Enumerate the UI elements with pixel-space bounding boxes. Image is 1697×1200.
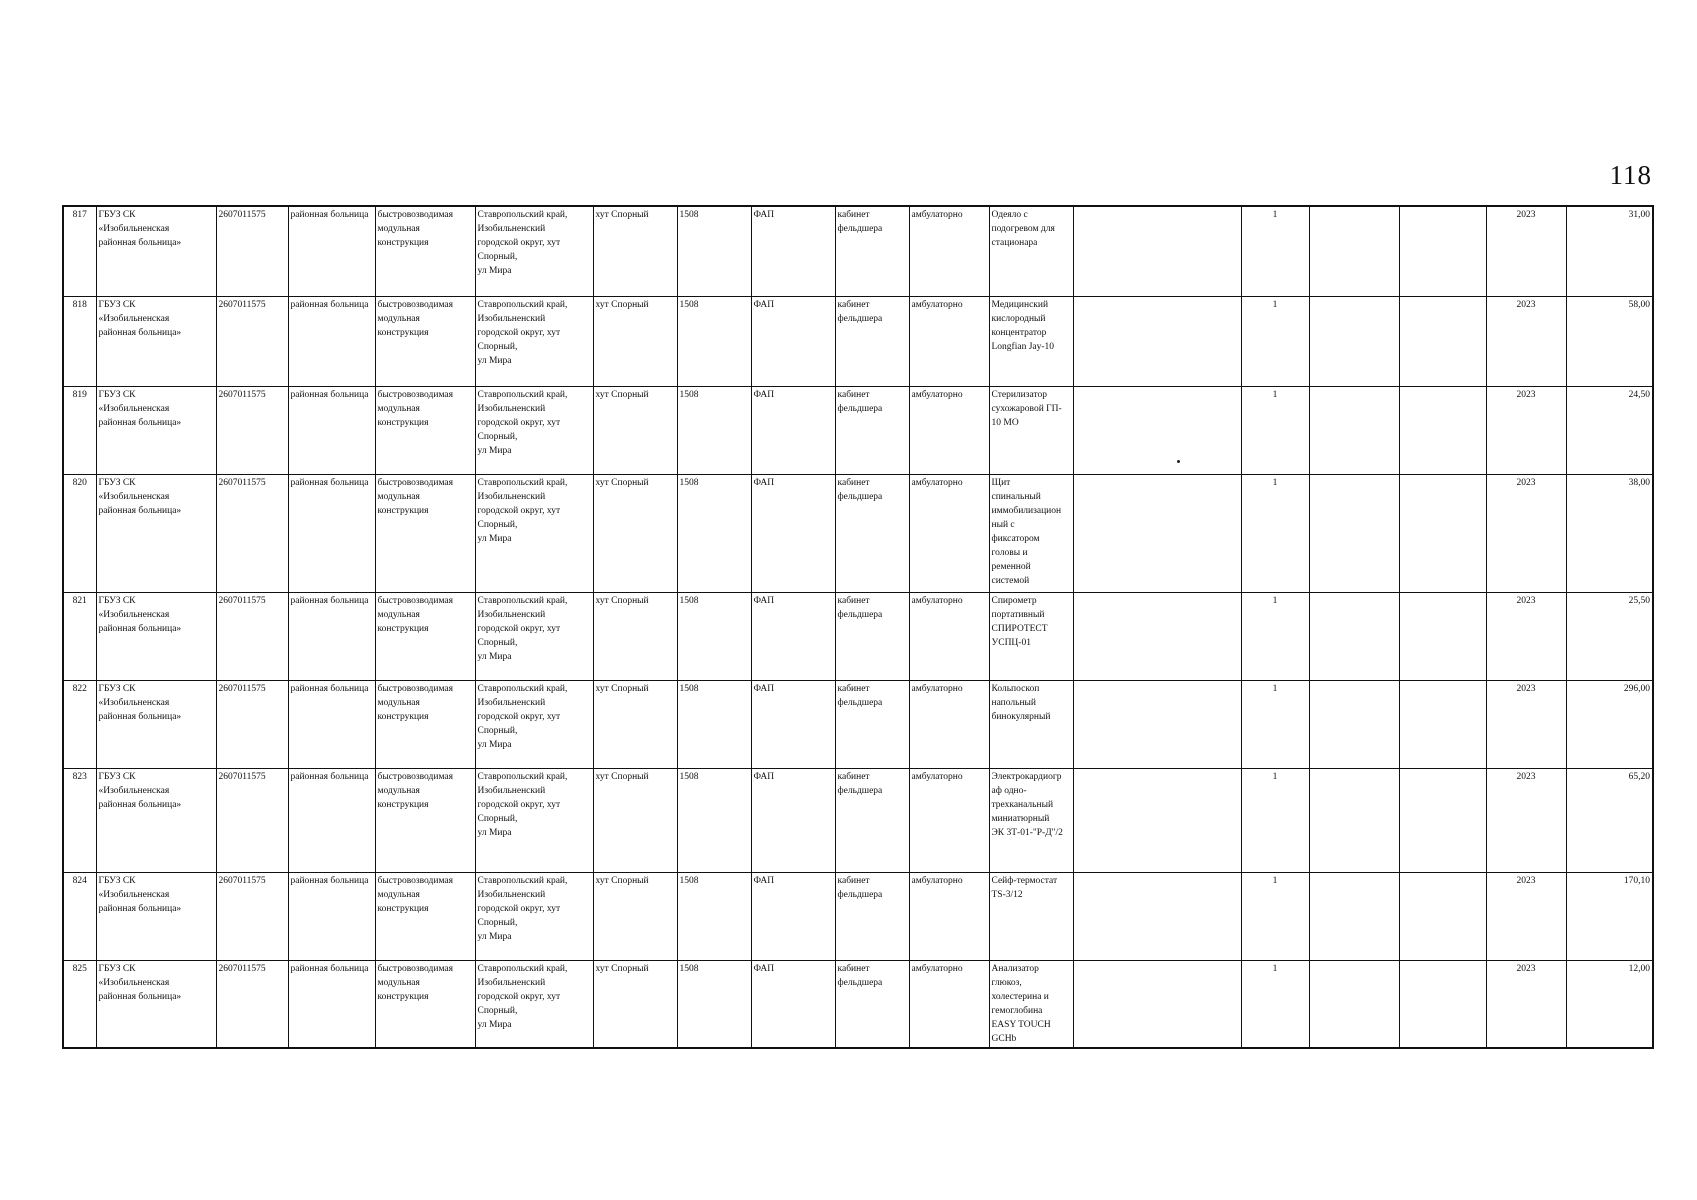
cell-equipment: Медицинский кислородный концентратор Longfian Jay-10 <box>989 296 1073 386</box>
cell-inn: 2607011575 <box>216 592 288 680</box>
cell-empty <box>1309 960 1399 1048</box>
table-row <box>63 960 1653 1048</box>
cell-code: 1508 <box>677 474 751 592</box>
cell-room: кабинет фельдшера <box>835 872 909 960</box>
cell-year: 2023 <box>1486 872 1566 960</box>
cell-price: 170,10 <box>1566 872 1653 960</box>
cell-unit: ФАП <box>751 474 835 592</box>
cell-settlement: хут Спорный <box>593 960 677 1048</box>
cell-qty: 1 <box>1241 296 1309 386</box>
cell-empty <box>1073 768 1241 872</box>
cell-empty <box>1073 386 1241 474</box>
cell-equipment: Электрокардиогр аф одно- трехканальный миниатюрный ЭК 3Т-01-"Р-Д"/2 <box>989 768 1073 872</box>
cell-mode: амбулаторно <box>909 960 989 1048</box>
cell-address: Ставропольский край, Изобильненский городской округ, хут Спорный, ул Мира <box>475 296 593 386</box>
page-number: 118 <box>1609 160 1652 190</box>
cell-settlement: хут Спорный <box>593 872 677 960</box>
cell-inn: 2607011575 <box>216 296 288 386</box>
cell-qty: 1 <box>1241 386 1309 474</box>
cell-code: 1508 <box>677 680 751 768</box>
cell-num: 823 <box>63 768 96 872</box>
cell-unit: ФАП <box>751 592 835 680</box>
cell-type: районная больница <box>288 592 375 680</box>
cell-num: 822 <box>63 680 96 768</box>
cell-address: Ставропольский край, Изобильненский городской округ, хут Спорный, ул Мира <box>475 592 593 680</box>
table-row <box>63 768 1653 872</box>
table-row <box>63 680 1653 768</box>
cell-empty <box>1073 592 1241 680</box>
cell-qty: 1 <box>1241 474 1309 592</box>
cell-unit: ФАП <box>751 768 835 872</box>
cell-empty <box>1309 768 1399 872</box>
cell-construction: быстровозводимая модульная конструкция <box>375 386 475 474</box>
cell-empty <box>1309 872 1399 960</box>
cell-year: 2023 <box>1486 296 1566 386</box>
cell-empty <box>1309 592 1399 680</box>
cell-price: 25,50 <box>1566 592 1653 680</box>
cell-code: 1508 <box>677 960 751 1048</box>
cell-empty <box>1309 680 1399 768</box>
cell-empty <box>1399 768 1486 872</box>
cell-num: 821 <box>63 592 96 680</box>
cell-inn: 2607011575 <box>216 680 288 768</box>
cell-mode: амбулаторно <box>909 206 989 296</box>
cell-org: ГБУЗ СК «Изобильненская районная больница» <box>96 768 216 872</box>
cell-equipment: Спирометр портативный СПИРОТЕСТ УСПЦ-01 <box>989 592 1073 680</box>
cell-room: кабинет фельдшера <box>835 960 909 1048</box>
cell-equipment: Анализатор глюкоз, холестерина и гемоглобина EASY TOUCH GCHb <box>989 960 1073 1048</box>
cell-mode: амбулаторно <box>909 386 989 474</box>
cell-room: кабинет фельдшера <box>835 386 909 474</box>
cell-inn: 2607011575 <box>216 206 288 296</box>
cell-equipment: Сейф-термостат TS-3/12 <box>989 872 1073 960</box>
cell-num: 824 <box>63 872 96 960</box>
cell-org: ГБУЗ СК «Изобильненская районная больница» <box>96 386 216 474</box>
cell-type: районная больница <box>288 386 375 474</box>
cell-empty <box>1073 296 1241 386</box>
cell-year: 2023 <box>1486 960 1566 1048</box>
cell-mode: амбулаторно <box>909 680 989 768</box>
cell-code: 1508 <box>677 768 751 872</box>
cell-address: Ставропольский край, Изобильненский городской округ, хут Спорный, ул Мира <box>475 768 593 872</box>
cell-empty <box>1309 206 1399 296</box>
cell-code: 1508 <box>677 386 751 474</box>
cell-empty <box>1399 960 1486 1048</box>
cell-code: 1508 <box>677 592 751 680</box>
cell-org: ГБУЗ СК «Изобильненская районная больница» <box>96 680 216 768</box>
cell-unit: ФАП <box>751 386 835 474</box>
cell-construction: быстровозводимая модульная конструкция <box>375 206 475 296</box>
cell-num: 818 <box>63 296 96 386</box>
cell-empty <box>1073 474 1241 592</box>
cell-price: 38,00 <box>1566 474 1653 592</box>
cell-qty: 1 <box>1241 206 1309 296</box>
cell-room: кабинет фельдшера <box>835 768 909 872</box>
cell-inn: 2607011575 <box>216 872 288 960</box>
cell-settlement: хут Спорный <box>593 592 677 680</box>
cell-empty <box>1399 872 1486 960</box>
cell-org: ГБУЗ СК «Изобильненская районная больница» <box>96 592 216 680</box>
cell-price: 296,00 <box>1566 680 1653 768</box>
cell-unit: ФАП <box>751 680 835 768</box>
cell-equipment: Стерилизатор сухожаровой ГП- 10 МО <box>989 386 1073 474</box>
cell-room: кабинет фельдшера <box>835 592 909 680</box>
table-row <box>63 296 1653 386</box>
cell-type: районная больница <box>288 206 375 296</box>
cell-empty <box>1399 592 1486 680</box>
table-row <box>63 206 1653 296</box>
registry-body <box>63 206 1653 1048</box>
cell-empty <box>1399 680 1486 768</box>
cell-unit: ФАП <box>751 206 835 296</box>
cell-type: районная больница <box>288 680 375 768</box>
cell-equipment: Одеяло с подогревом для стационара <box>989 206 1073 296</box>
cell-settlement: хут Спорный <box>593 474 677 592</box>
cell-code: 1508 <box>677 872 751 960</box>
cell-empty <box>1309 474 1399 592</box>
cell-address: Ставропольский край, Изобильненский городской округ, хут Спорный, ул Мира <box>475 474 593 592</box>
cell-qty: 1 <box>1241 592 1309 680</box>
cell-year: 2023 <box>1486 474 1566 592</box>
cell-empty <box>1073 872 1241 960</box>
cell-org: ГБУЗ СК «Изобильненская районная больница» <box>96 296 216 386</box>
cell-empty <box>1399 474 1486 592</box>
cell-empty <box>1309 386 1399 474</box>
cell-settlement: хут Спорный <box>593 768 677 872</box>
cell-construction: быстровозводимая модульная конструкция <box>375 474 475 592</box>
table-row <box>63 474 1653 592</box>
cell-num: 819 <box>63 386 96 474</box>
cell-price: 24,50 <box>1566 386 1653 474</box>
cell-org: ГБУЗ СК «Изобильненская районная больница» <box>96 960 216 1048</box>
table-row <box>63 386 1653 474</box>
cell-address: Ставропольский край, Изобильненский городской округ, хут Спорный, ул Мира <box>475 386 593 474</box>
cell-inn: 2607011575 <box>216 768 288 872</box>
cell-type: районная больница <box>288 296 375 386</box>
cell-mode: амбулаторно <box>909 768 989 872</box>
equipment-registry-table <box>62 205 1654 1049</box>
cell-price: 12,00 <box>1566 960 1653 1048</box>
cell-construction: быстровозводимая модульная конструкция <box>375 592 475 680</box>
cell-type: районная больница <box>288 768 375 872</box>
cell-year: 2023 <box>1486 768 1566 872</box>
cell-price: 31,00 <box>1566 206 1653 296</box>
cell-code: 1508 <box>677 206 751 296</box>
cell-equipment: Кольпоскоп напольный бинокулярный <box>989 680 1073 768</box>
cell-empty <box>1399 206 1486 296</box>
cell-qty: 1 <box>1241 680 1309 768</box>
cell-year: 2023 <box>1486 386 1566 474</box>
cell-empty <box>1309 296 1399 386</box>
cell-settlement: хут Спорный <box>593 680 677 768</box>
cell-inn: 2607011575 <box>216 474 288 592</box>
table-row <box>63 592 1653 680</box>
cell-mode: амбулаторно <box>909 872 989 960</box>
cell-empty <box>1399 296 1486 386</box>
cell-num: 820 <box>63 474 96 592</box>
cell-org: ГБУЗ СК «Изобильненская районная больница» <box>96 474 216 592</box>
cell-qty: 1 <box>1241 872 1309 960</box>
cell-year: 2023 <box>1486 592 1566 680</box>
cell-empty <box>1073 206 1241 296</box>
cell-construction: быстровозводимая модульная конструкция <box>375 960 475 1048</box>
cell-address: Ставропольский край, Изобильненский городской округ, хут Спорный, ул Мира <box>475 680 593 768</box>
cell-construction: быстровозводимая модульная конструкция <box>375 680 475 768</box>
cell-inn: 2607011575 <box>216 386 288 474</box>
cell-type: районная больница <box>288 960 375 1048</box>
cell-type: районная больница <box>288 872 375 960</box>
cell-mode: амбулаторно <box>909 474 989 592</box>
table-row <box>63 872 1653 960</box>
cell-settlement: хут Спорный <box>593 296 677 386</box>
cell-room: кабинет фельдшера <box>835 474 909 592</box>
cell-num: 817 <box>63 206 96 296</box>
cell-empty <box>1073 960 1241 1048</box>
cell-settlement: хут Спорный <box>593 206 677 296</box>
cell-type: районная больница <box>288 474 375 592</box>
cell-room: кабинет фельдшера <box>835 680 909 768</box>
cell-empty <box>1073 680 1241 768</box>
cell-org: ГБУЗ СК «Изобильненская районная больница» <box>96 206 216 296</box>
cell-construction: быстровозводимая модульная конструкция <box>375 768 475 872</box>
cell-qty: 1 <box>1241 960 1309 1048</box>
cell-room: кабинет фельдшера <box>835 296 909 386</box>
cell-org: ГБУЗ СК «Изобильненская районная больница» <box>96 872 216 960</box>
cell-construction: быстровозводимая модульная конструкция <box>375 872 475 960</box>
scan-speck <box>1177 460 1180 463</box>
cell-qty: 1 <box>1241 768 1309 872</box>
cell-unit: ФАП <box>751 872 835 960</box>
cell-equipment: Щит спинальный иммобилизацион ный с фиксатором головы и ременной системой <box>989 474 1073 592</box>
cell-num: 825 <box>63 960 96 1048</box>
cell-mode: амбулаторно <box>909 296 989 386</box>
cell-price: 65,20 <box>1566 768 1653 872</box>
cell-mode: амбулаторно <box>909 592 989 680</box>
cell-unit: ФАП <box>751 960 835 1048</box>
cell-address: Ставропольский край, Изобильненский городской округ, хут Спорный, ул Мира <box>475 206 593 296</box>
cell-price: 58,00 <box>1566 296 1653 386</box>
cell-code: 1508 <box>677 296 751 386</box>
cell-room: кабинет фельдшера <box>835 206 909 296</box>
cell-year: 2023 <box>1486 206 1566 296</box>
cell-empty <box>1399 386 1486 474</box>
cell-inn: 2607011575 <box>216 960 288 1048</box>
cell-settlement: хут Спорный <box>593 386 677 474</box>
cell-year: 2023 <box>1486 680 1566 768</box>
cell-construction: быстровозводимая модульная конструкция <box>375 296 475 386</box>
cell-unit: ФАП <box>751 296 835 386</box>
cell-address: Ставропольский край, Изобильненский городской округ, хут Спорный, ул Мира <box>475 960 593 1048</box>
cell-address: Ставропольский край, Изобильненский городской округ, хут Спорный, ул Мира <box>475 872 593 960</box>
